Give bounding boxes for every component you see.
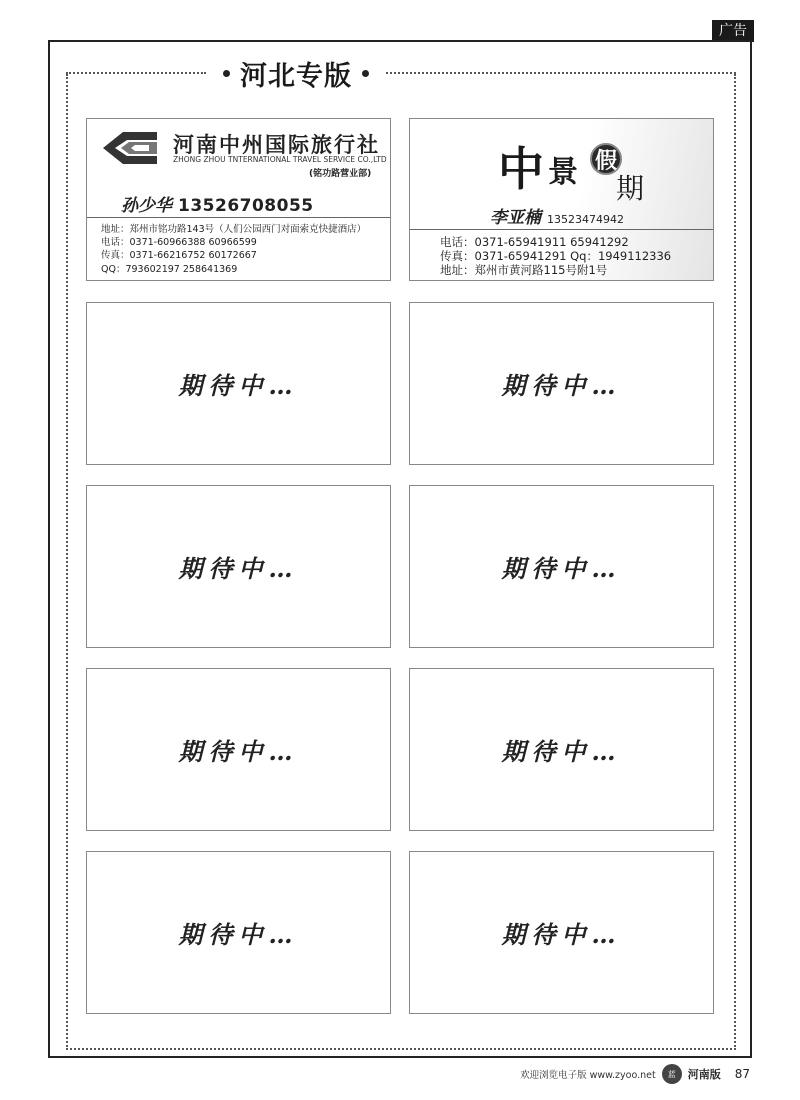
ad-slot-placeholder [409,668,714,831]
ad-slot-placeholder [86,851,391,1014]
page-title: 河北专版 [240,60,352,92]
placeholder-text: 期待中… [501,371,622,400]
brand-char-badge: 假 [590,143,622,175]
company-logo-icon [101,128,159,168]
ad-slot-placeholder [409,485,714,648]
contact-info-block [101,223,366,276]
qq-line: QQ：793602197 258641369 [101,263,238,275]
placeholder-text: 期待中… [501,554,622,583]
dotted-rule-left [66,72,206,74]
page-number: 87 [734,1067,750,1081]
ad-slot-placeholder [409,851,714,1014]
contact-info-block [440,235,671,277]
address-line: 地址：郑州市铭功路143号（人们公园西门对面索克快捷酒店） [101,224,367,235]
business-card-travel-agency [86,118,391,281]
tel-line: 电话：0371-65941911 65941292 [440,235,629,249]
placeholder-text: 期待中… [501,920,622,949]
business-card-holiday [409,118,714,281]
company-name: 河南中州国际旅行社 [173,133,380,157]
ad-slot-placeholder [86,302,391,465]
brand-char: 景 [548,155,578,190]
ad-slot-placeholder [86,668,391,831]
contact-person-row [490,203,624,228]
contact-person-row [121,191,314,216]
ad-tag: 广告 [712,20,754,42]
ad-slot-placeholder [86,485,391,648]
contact-person: 李亚楠 [490,208,541,228]
fax-line: 传真：0371-66216752 60172667 [101,250,257,262]
tel-line: 电话：0371-60966388 60966599 [101,237,257,249]
footer-edition: 河南版 [687,1068,721,1081]
section-title-block [206,54,386,92]
contact-phone: 13526708055 [178,196,314,216]
placeholder-text: 期待中… [178,371,299,400]
footer-browse-text: 欢迎浏览电子版 www.zyoo.net [520,1070,656,1081]
branch-name: (铭功路营业部) [309,169,372,179]
placeholder-text: 期待中… [178,554,299,583]
bullet-icon [223,70,230,77]
bullet-icon [362,70,369,77]
page-footer [470,1064,750,1084]
divider [410,229,713,230]
company-name-english: ZHONG ZHOU TNTERNATIONAL TRAVEL SERVICE CO.,LTD [173,155,387,164]
address-line: 地址：郑州市黄河路115号附1号 [440,263,608,277]
brand-logo [498,133,658,203]
brand-char: 期 [616,172,645,205]
placeholder-text: 期待中… [178,737,299,766]
brand-char: 中 [498,142,544,196]
contact-person: 孙少华 [121,196,172,216]
divider [87,217,390,218]
fax-line: 传真：0371-65941291 Qq：1949112336 [440,249,672,263]
placeholder-text: 期待中… [501,737,622,766]
edition-badge-icon: 蓝 [662,1064,682,1084]
dotted-rule-right [386,72,736,74]
ad-slot-placeholder [409,302,714,465]
placeholder-text: 期待中… [178,920,299,949]
contact-phone: 13523474942 [547,213,624,226]
